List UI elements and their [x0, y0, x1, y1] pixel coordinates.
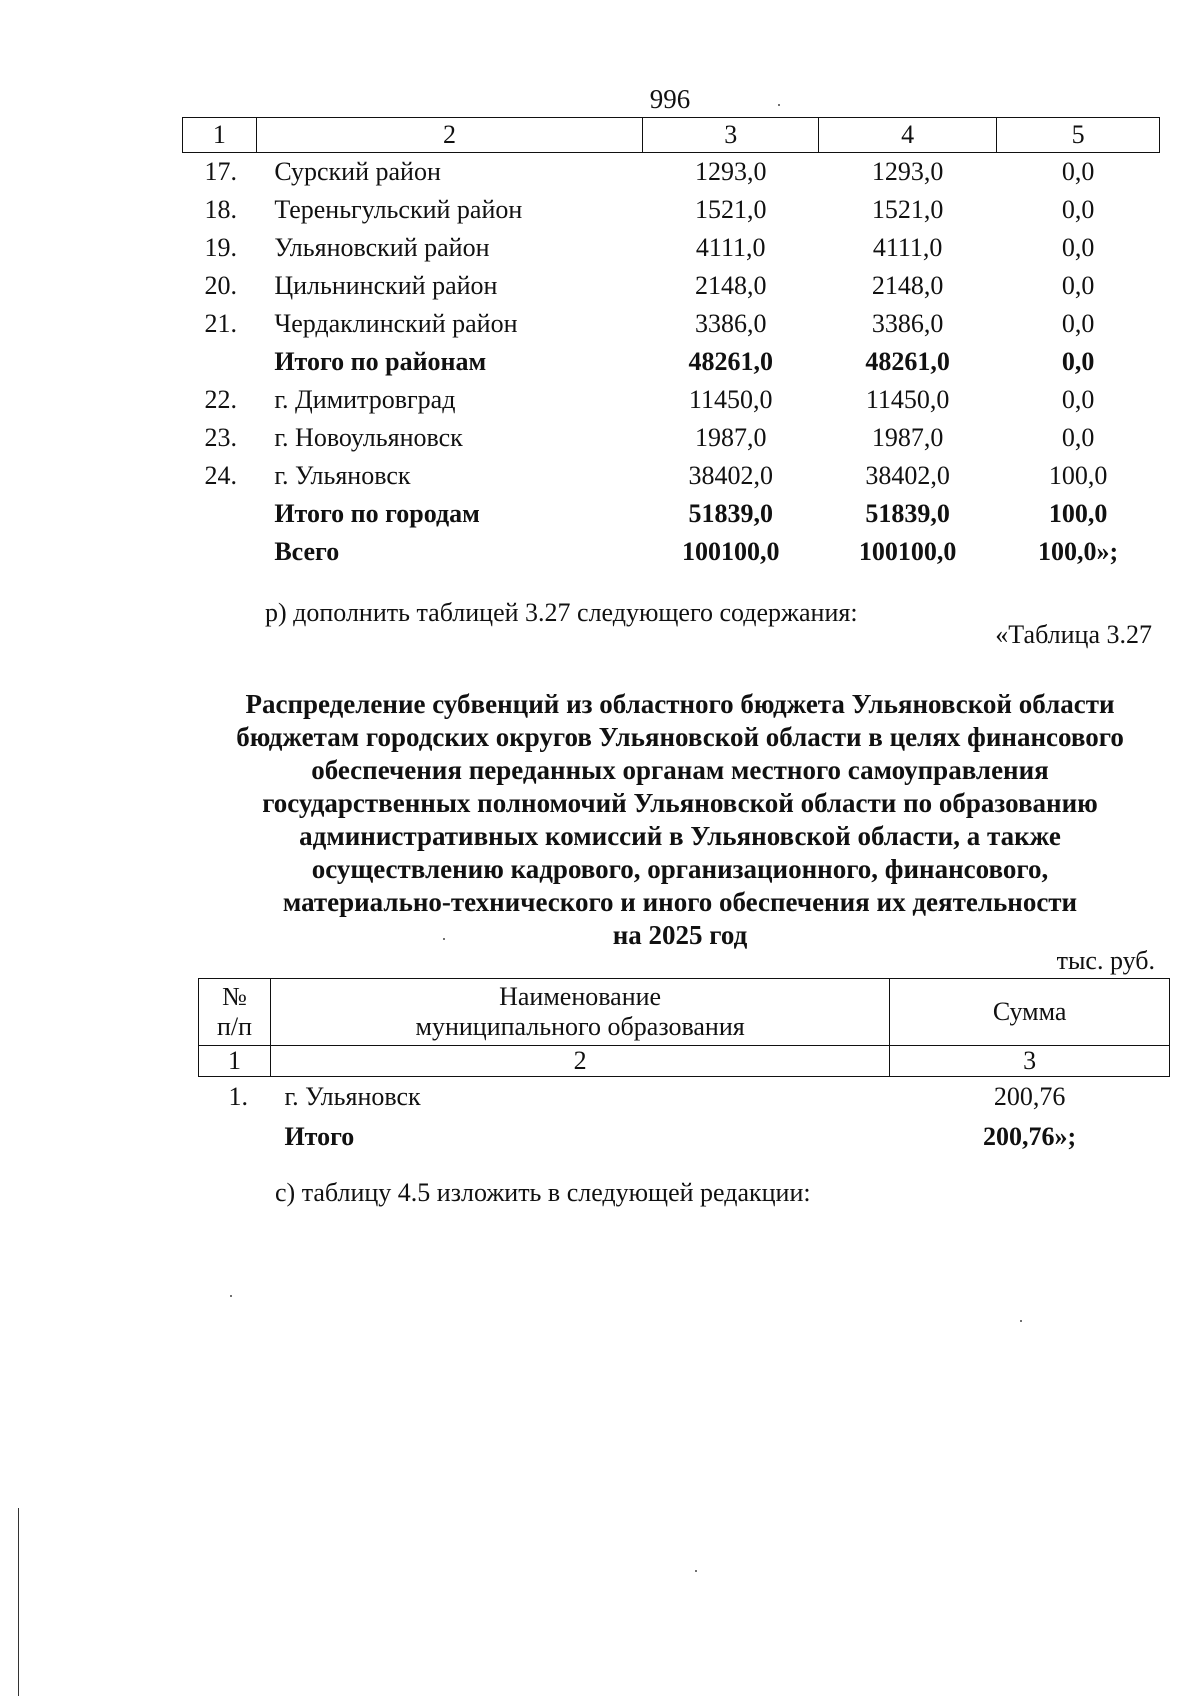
header-sum: Сумма: [890, 979, 1170, 1046]
total-sum: 200,76»;: [983, 1122, 1077, 1151]
district-name: Цильнинский район: [274, 271, 498, 300]
table-row: [199, 1077, 1170, 1118]
table-row: [183, 381, 1160, 419]
value-col3: 48261,0: [688, 347, 773, 376]
header-number: [199, 979, 271, 1046]
value-col5: 100,0: [1048, 461, 1108, 490]
empty-cell: [199, 1117, 271, 1157]
row-number: 20.: [204, 271, 237, 300]
subtotal-label: Итого по районам: [274, 347, 487, 376]
value-col4: 3386,0: [871, 309, 944, 338]
value-col5: 0,0: [1061, 271, 1095, 300]
value-col5: 0,0: [1061, 309, 1095, 338]
value-col3: 4111,0: [695, 233, 766, 262]
scan-edge-line: [18, 1508, 19, 1696]
col-header-1: 1: [183, 118, 257, 153]
value-col4: 100100,0: [858, 537, 957, 566]
distribution-table-continued: [182, 117, 1160, 571]
row-number: 19.: [204, 233, 237, 262]
value-col5: 0,0: [1061, 157, 1095, 186]
value-col3: 51839,0: [688, 499, 773, 528]
city-name: г. Димитровград: [274, 385, 456, 414]
total-row: [199, 1117, 1170, 1157]
unit-label: тыс. руб.: [1056, 946, 1155, 975]
value-col3: 11450,0: [688, 385, 773, 414]
table-row: [183, 419, 1160, 457]
table-row: [183, 267, 1160, 305]
col-header-2: 2: [256, 118, 642, 153]
value-col3: 1293,0: [694, 157, 767, 186]
table-row: [183, 457, 1160, 495]
value-col4: 38402,0: [865, 461, 950, 490]
title-line: государственных полномочий Ульяновской области по образованию: [262, 788, 1098, 818]
value-col4: 4111,0: [872, 233, 943, 262]
title-line: Распределение субвенций из областного бюджета Ульяновской области: [245, 689, 1115, 719]
value-col5: 0,0: [1061, 385, 1095, 414]
column-number-row: [183, 118, 1160, 153]
scan-speck: [778, 104, 780, 106]
row-number: 17.: [204, 157, 237, 186]
row-number: 23.: [204, 423, 237, 452]
value-col4: 1987,0: [871, 423, 944, 452]
district-name: Ульяновский район: [274, 233, 490, 262]
value-col3: 1521,0: [694, 195, 767, 224]
header-name: [270, 979, 889, 1046]
scan-speck: [695, 1570, 697, 1572]
district-name: Тереньгульский район: [274, 195, 523, 224]
column-number-row: [199, 1046, 1170, 1077]
page-number: 996: [649, 84, 691, 114]
table-row: [183, 305, 1160, 343]
amendment-paragraph-p: р) дополнить таблицей 3.27 следующего содержания:: [265, 598, 858, 627]
empty-cell: [183, 343, 257, 381]
value-col4: 1521,0: [871, 195, 944, 224]
header-number-line1: №: [222, 982, 247, 1011]
table-title: [200, 688, 1160, 952]
value-col3: 3386,0: [694, 309, 767, 338]
value-col3: 1987,0: [694, 423, 767, 452]
title-line: административных комиссий в Ульяновской области, а также: [299, 821, 1061, 851]
value-col5: 0,0: [1061, 423, 1095, 452]
value-col5: 0,0: [1061, 233, 1095, 262]
city-name: г. Новоульяновск: [274, 423, 463, 452]
row-number: 21.: [204, 309, 237, 338]
col-header-3: 3: [643, 118, 819, 153]
value-col4: 1293,0: [871, 157, 944, 186]
row-number: 1.: [228, 1082, 248, 1111]
value-col4: 48261,0: [865, 347, 950, 376]
city-name: г. Ульяновск: [284, 1082, 421, 1111]
amendment-paragraph-c: с) таблицу 4.5 изложить в следующей редакции:: [275, 1178, 811, 1207]
total-label: Всего: [274, 537, 340, 566]
scan-speck: [1020, 1320, 1022, 1322]
value-col3: 2148,0: [694, 271, 767, 300]
subtotal-cities-row: [183, 495, 1160, 533]
total-label: Итого: [284, 1122, 355, 1151]
col-header-4: 4: [819, 118, 997, 153]
subtotal-label: Итого по городам: [274, 499, 480, 528]
title-line: материально-технического и иного обеспечения их деятельности: [282, 887, 1078, 917]
col-number-2: 2: [270, 1046, 889, 1077]
city-name: г. Ульяновск: [274, 461, 411, 490]
table-label: «Таблица 3.27: [995, 620, 1152, 649]
row-number: 22.: [204, 385, 237, 414]
col-header-5: 5: [997, 118, 1160, 153]
district-name: Сурский район: [274, 157, 441, 186]
district-name: Чердаклинский район: [274, 309, 518, 338]
subvention-table: [198, 978, 1170, 1157]
subtotal-districts-row: [183, 343, 1160, 381]
empty-cell: [183, 533, 257, 571]
value-col5: 0,0: [1061, 347, 1095, 376]
title-line: обеспечения переданных органам местного самоуправления: [311, 755, 1049, 785]
value-col4: 2148,0: [871, 271, 944, 300]
col-number-1: 1: [199, 1046, 271, 1077]
value-col3: 38402,0: [688, 461, 773, 490]
scan-speck: [443, 938, 445, 940]
empty-cell: [183, 495, 257, 533]
grand-total-row: [183, 533, 1160, 571]
header-number-line2: п/п: [216, 1012, 252, 1041]
value-col4: 51839,0: [865, 499, 950, 528]
col-number-3: 3: [890, 1046, 1170, 1077]
value-col5: 100,0»;: [1037, 537, 1119, 566]
table-row: [183, 153, 1160, 192]
header-name-line2: муниципального образования: [415, 1012, 745, 1041]
value-col5: 100,0: [1048, 499, 1108, 528]
value-col5: 0,0: [1061, 195, 1095, 224]
value-col4: 11450,0: [865, 385, 950, 414]
header-name-line1: Наименование: [499, 982, 662, 1011]
value-col3: 100100,0: [681, 537, 780, 566]
table-row: [183, 229, 1160, 267]
title-line: осуществлению кадрового, организационного, финансового,: [311, 854, 1049, 884]
row-number: 24.: [204, 461, 237, 490]
row-number: 18.: [204, 195, 237, 224]
title-line: бюджетам городских округов Ульяновской области в целях финансового: [236, 722, 1124, 752]
header-row: [199, 979, 1170, 1046]
sum-value: 200,76: [993, 1082, 1066, 1111]
table-row: [183, 191, 1160, 229]
title-line: на 2025 год: [612, 920, 748, 950]
scan-speck: [230, 1295, 232, 1297]
